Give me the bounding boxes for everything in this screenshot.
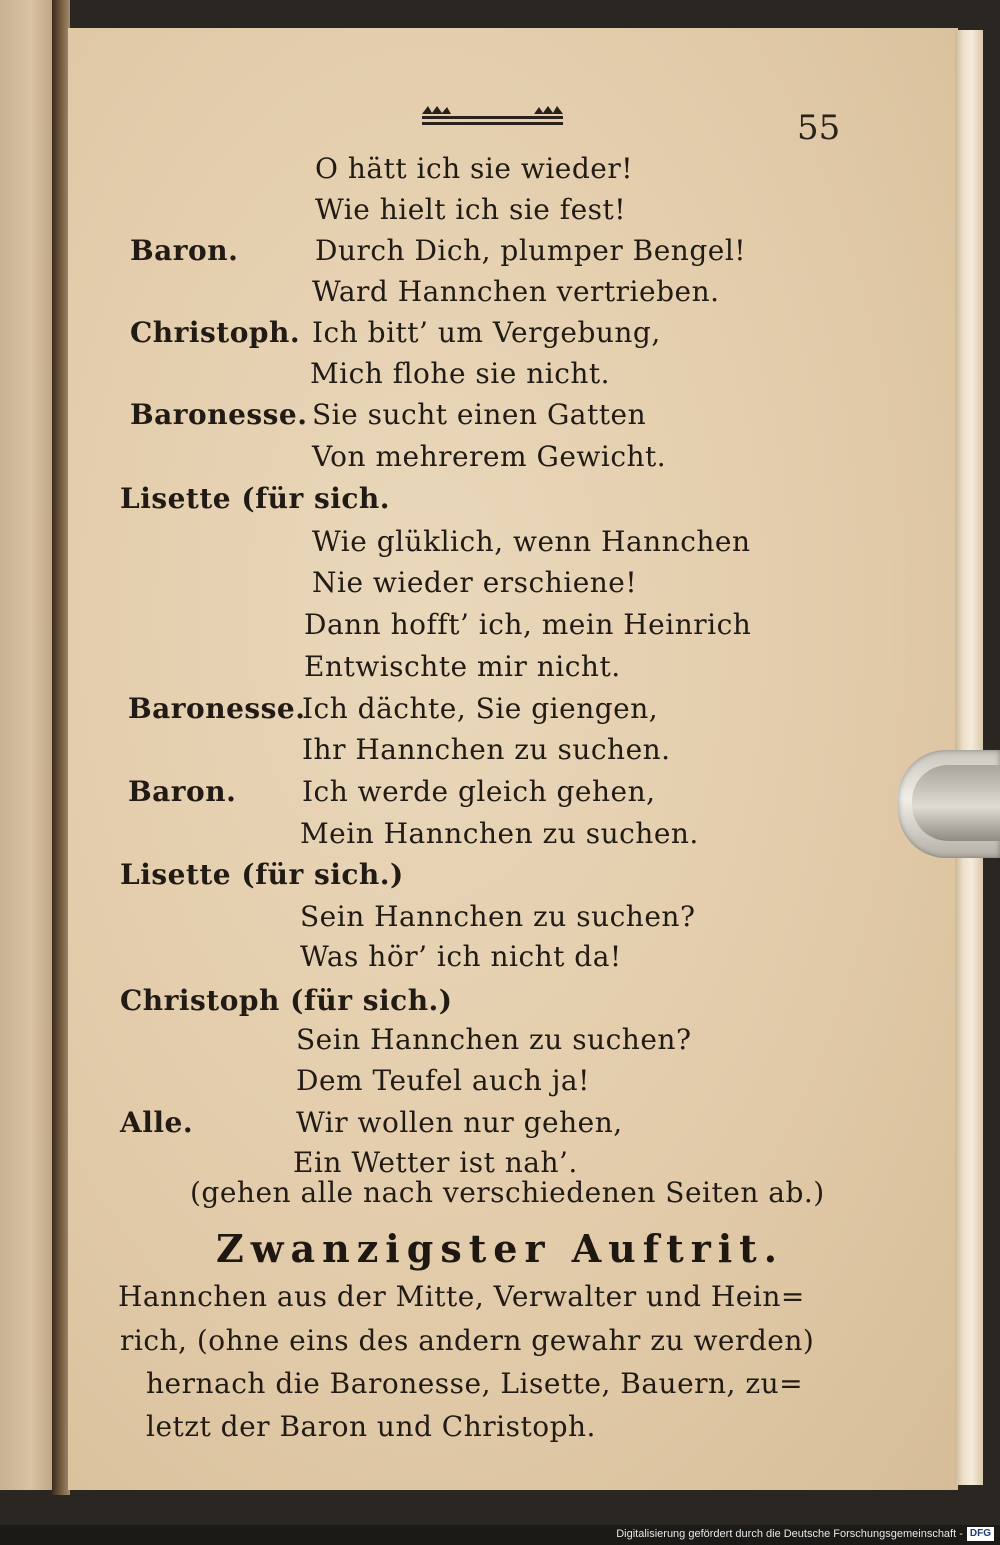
dialogue-line: Wie hielt ich sie fest! bbox=[315, 193, 627, 226]
dialogue-line: Dem Teufel auch ja! bbox=[296, 1064, 590, 1097]
dialogue-line: Nie wieder erschiene! bbox=[312, 566, 638, 599]
dialogue-line: Sie sucht einen Gatten bbox=[312, 398, 647, 431]
scene-description-line: Hannchen aus der Mitte, Verwalter und Hein= bbox=[118, 1280, 805, 1313]
speaker-name: Christoph. bbox=[130, 316, 301, 349]
dialogue-line: Von mehrerem Gewicht. bbox=[312, 440, 667, 473]
dialogue-line: Entwischte mir nicht. bbox=[304, 650, 621, 683]
dialogue-line: Mich flohe sie nicht. bbox=[310, 357, 611, 390]
stage-direction: (gehen alle nach verschiedenen Seiten ab.) bbox=[190, 1176, 825, 1209]
dialogue-line: Dann hofft’ ich, mein Heinrich bbox=[304, 608, 752, 641]
dialogue-line: Ich werde gleich gehen, bbox=[302, 775, 656, 808]
speaker-name: Alle. bbox=[120, 1106, 194, 1139]
speaker-name: Baron. bbox=[128, 775, 237, 808]
dialogue-line: Wie glüklich, wenn Hannchen bbox=[312, 525, 751, 558]
speaker-name: Lisette (für sich. bbox=[120, 482, 391, 515]
dialogue-line: Ein Wetter ist nah’. bbox=[293, 1146, 578, 1179]
footer-credit-text: Digitalisierung gefördert durch die Deutsche Forschungsgemeinschaft - bbox=[616, 1528, 963, 1540]
dialogue-line: Sein Hannchen zu suchen? bbox=[296, 1023, 692, 1056]
scene-description-line: hernach die Baronesse, Lisette, Bauern, zu= bbox=[146, 1367, 804, 1400]
footer-credit bbox=[616, 1525, 994, 1543]
dialogue-line: Was hör’ ich nicht da! bbox=[300, 940, 622, 973]
dfg-logo: DFG bbox=[967, 1527, 994, 1541]
speaker-name: Christoph (für sich.) bbox=[120, 984, 453, 1017]
page-number: 55 bbox=[797, 108, 841, 148]
ornament-rule bbox=[420, 104, 565, 130]
scene-heading: Zwanzigster Auftrit. bbox=[216, 1226, 784, 1271]
dialogue-line: Sein Hannchen zu suchen? bbox=[300, 900, 696, 933]
dialogue-line: Ich dächte, Sie giengen, bbox=[302, 692, 659, 725]
dialogue-line: Ich bitt’ um Vergebung, bbox=[312, 316, 661, 349]
speaker-name: Lisette (für sich.) bbox=[120, 858, 404, 891]
dialogue-line: Ward Hannchen vertrieben. bbox=[312, 275, 720, 308]
dialogue-line: O hätt ich sie wieder! bbox=[315, 152, 633, 185]
dialogue-line: Durch Dich, plumper Bengel! bbox=[315, 234, 747, 267]
speaker-name: Baron. bbox=[130, 234, 239, 267]
scene-description-line: letzt der Baron und Christoph. bbox=[146, 1410, 596, 1443]
page-clip-inner bbox=[912, 765, 1000, 841]
dialogue-line: Mein Hannchen zu suchen. bbox=[300, 817, 699, 850]
speaker-name: Baronesse. bbox=[130, 398, 308, 431]
speaker-name: Baronesse. bbox=[128, 692, 306, 725]
scene-description-line: rich, (ohne eins des andern gewahr zu werden) bbox=[120, 1324, 815, 1357]
dialogue-line: Wir wollen nur gehen, bbox=[296, 1106, 623, 1139]
dialogue-line: Ihr Hannchen zu suchen. bbox=[302, 733, 671, 766]
